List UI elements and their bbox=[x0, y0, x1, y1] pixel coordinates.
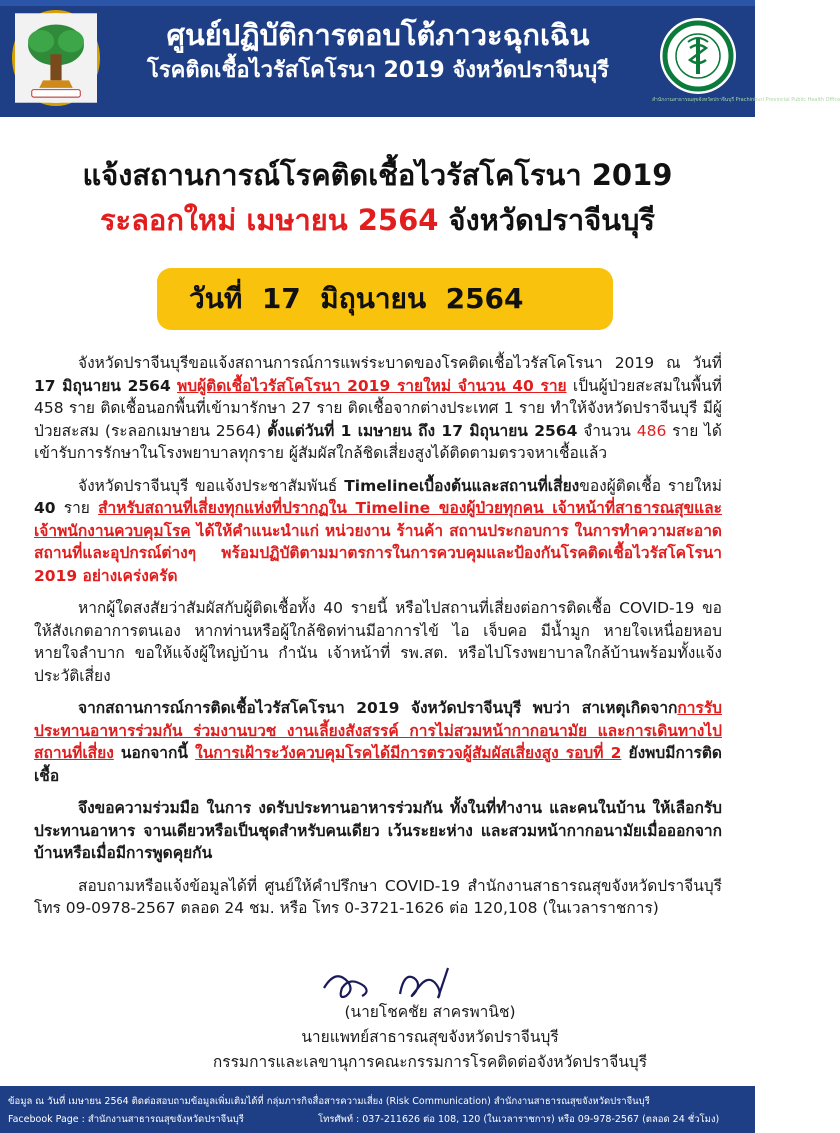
footer-facebook-page: Facebook Page : สำนักงานสาธารณสุขจังหวัดปราจีนบุรี bbox=[8, 1114, 244, 1125]
provincial-seal-icon bbox=[12, 10, 100, 106]
footer-phone: โทรศัพท์ : 037-211626 ต่อ 108, 120 (ในเวลาราชการ) หรือ 09-978-2567 (ตลอด 24 ชั่วโมง) bbox=[318, 1114, 720, 1125]
p4-causes: การรับประทานอาหารร่วมกัน ร่วมงานบวช งานเลี้ยงสังสรรค์ การไม่สวมหน้ากากอนามัย และการเดินทางไปสถานที่เสี่ยง bbox=[34, 699, 722, 762]
p2-timeline: Timelineเบื้องต้นและสถานที่เสี่ยง bbox=[344, 476, 580, 495]
subtitle-red: ระลอกใหม่ เมษายน 2564 bbox=[99, 203, 439, 237]
footer-banner bbox=[0, 1086, 755, 1133]
p1-text-g: จำนวน bbox=[577, 421, 637, 440]
announcement-title: แจ้งสถานการณ์โรคติดเชื้อไวรัสโคโรนา 2019 bbox=[82, 158, 673, 192]
paragraph-3: หากผู้ใดสงสัยว่าสัมผัสกับผู้ติดเชื้อทั้ง 40 รายนี้ หรือไปสถานที่เสี่ยงต่อการติดเชื้อ COVID-19 ขอให้สังเกตอาการตนเอง หากท่านหรือผู้ใกล้ชิดท่านมีอาการไข้ ไอ เจ็บคอ มีน้ำมูก หายใจเหนื่อยหอบ หายใจลำบาก ขอให้แจ้งผู้ใหญ่บ้าน กำนัน เจ้าหน้าที่ รพ.สต. หรือไปโรงพยาบาลใกล้บ้านพร้อมทั้งแจ้งประวัติเสี่ยง bbox=[34, 599, 722, 685]
p2-risk-places: สำหรับสถานที่เสี่ยงทุกแห่งที่ปรากฏใน Timeline ของผู้ป่วยทุกคน เจ้าหน้าที่สาธารณสุขและเจ้าพนักงานควบคุมโรค bbox=[34, 499, 722, 540]
header-title-line2: โรคติดเชื้อไวรัสโคโรนา 2019 จังหวัดปราจีนบุรี bbox=[147, 58, 609, 83]
signatory-position1: นายแพทย์สาธารณสุขจังหวัดปราจีนบุรี bbox=[301, 1028, 559, 1046]
p1-date: 17 มิถุนายน 2564 bbox=[34, 376, 171, 395]
signatory-position2: กรรมการและเลขานุการคณะกรรมการโรคติดต่อจังหวัดปราจีนบุรี bbox=[212, 1053, 648, 1071]
p4-text-a: จากสถานการณ์การติดเชื้อไวรัสโคโรนา 2019 จังหวัดปราจีนบุรี พบว่า สาเหตุเกิดจาก bbox=[78, 699, 678, 717]
header-title bbox=[108, 16, 648, 88]
paragraph-6: สอบถามหรือแจ้งข้อมูลได้ที่ ศูนย์ให้คำปรึกษา COVID-19 สำนักงานสาธารณสุขจังหวัดปราจีนบุรี โทร 09-0978-2567 ตลอด 24 ชม. หรือ โทร 0-3721-1626 ต่อ 120,108 (ในเวลาราชการ) bbox=[34, 876, 722, 917]
subtitle-rest: จังหวัดปราจีนบุรี bbox=[438, 203, 655, 237]
p1-date-range: ตั้งแต่วันที่ 1 เมษายน ถึง 17 มิถุนายน 2564 bbox=[267, 421, 578, 440]
p2-text-c: ของผู้ติดเชื้อ รายใหม่ bbox=[579, 476, 722, 495]
header-title-line1: ศูนย์ปฏิบัติการตอบโต้ภาวะฉุกเฉิน bbox=[166, 18, 590, 52]
p1-total-count: 486 bbox=[636, 421, 667, 440]
p1-new-cases: พบผู้ติดเชื้อไวรัสโคโรนา 2019 รายใหม่ จำนวน 40 ราย bbox=[177, 376, 567, 395]
ministry-logo-caption: สำนักงานสาธารณสุขจังหวัดปราจีนบุรี Prachinburi Provincial Public Health Office bbox=[652, 97, 840, 103]
p4-text-e: ยังพบมีการติดเชื้อ bbox=[34, 744, 722, 785]
footer-line1: ข้อมูล ณ วันที่ เมษายน 2564 ติดต่อสอบถามข้อมูลเพิ่มเติมได้ที่ กลุ่มภารกิจสื่อสารความเสี่ยง (Risk Communication) สำนักงานสาธารณสุขจังหวัดปราจีนบุรี bbox=[8, 1096, 650, 1107]
p2-text-e: ราย bbox=[55, 499, 99, 517]
paragraph-2 bbox=[34, 475, 722, 588]
signatory-name: (นายโชคชัย สาครพานิช) bbox=[344, 1003, 516, 1021]
p1-text-e: เป็นผู้ป่วยสะสมในพื้นที่ 458 ราย ติดเชื้อนอกพื้นที่เข้ามารักษา 27 ราย ติดเชื้อจากต่างประเทศ 1 ราย ทำให้จังหวัดปราจีนบุรี มีผู้ป่วยสะสม (ระลอกเมษายน 2564) bbox=[34, 376, 722, 440]
p1-text-i: ราย ได้เข้ารับการรักษาในโรงพยาบาลทุกราย ผู้สัมผัสใกล้ชิดเสี่ยงสูงได้ติดตามตรวจหาเชื้อแล้ว bbox=[34, 421, 722, 462]
header-banner bbox=[0, 0, 840, 117]
p4-contact-tracing: ในการเฝ้าระวังควบคุมโรคได้มีการตรวจผู้สัมผัสเสี่ยงสูง รอบที่ 2 bbox=[195, 744, 622, 762]
paragraph-4 bbox=[34, 697, 722, 787]
p2-measures: ได้ให้คำแนะนำแก่ หน่วยงาน ร้านค้า สถานประกอบการ ในการทำความสะอาดสถานที่และอุปกรณ์ต่างๆ พร้อมปฏิบัติตามมาตรการในการควบคุมและป้องกันโรคติดเชื้อไวรัสโคโรนา 2019 อย่างเคร่งครัด bbox=[34, 521, 722, 585]
announcement-body bbox=[34, 352, 722, 930]
ministry-of-public-health-logo bbox=[660, 18, 736, 94]
signatory-block bbox=[150, 1000, 710, 1075]
header-top-line bbox=[0, 0, 755, 6]
p1-text-a: จังหวัดปราจีนบุรีขอแจ้งสถานการณ์การแพร่ระบาดของโรคติดเชื้อไวรัสโคโรนา 2019 ณ วันที่ bbox=[78, 354, 722, 372]
p2-text-a: จังหวัดปราจีนบุรี ขอแจ้งประชาสัมพันธ์ bbox=[78, 476, 345, 495]
paragraph-1 bbox=[34, 352, 722, 465]
announcement-subtitle bbox=[0, 200, 755, 240]
p4-text-c: นอกจากนี้ bbox=[113, 744, 196, 762]
paragraph-5: จึงขอความร่วมมือ ในการ งดรับประทานอาหารร่วมกัน ทั้งในที่ทำงาน และคนในบ้าน ให้เลือกรับประทานอาหาร จานเดียวหรือเป็นชุดสำหรับคนเดียว เว้นระยะห่าง และสวมหน้ากากอนามัยเมื่อออกจากบ้านหรือเมื่อมีการพูดคุยกัน bbox=[34, 799, 722, 862]
p2-count: 40 bbox=[34, 499, 56, 517]
date-badge: วันที่ 17 มิถุนายน 2564 bbox=[157, 268, 613, 330]
